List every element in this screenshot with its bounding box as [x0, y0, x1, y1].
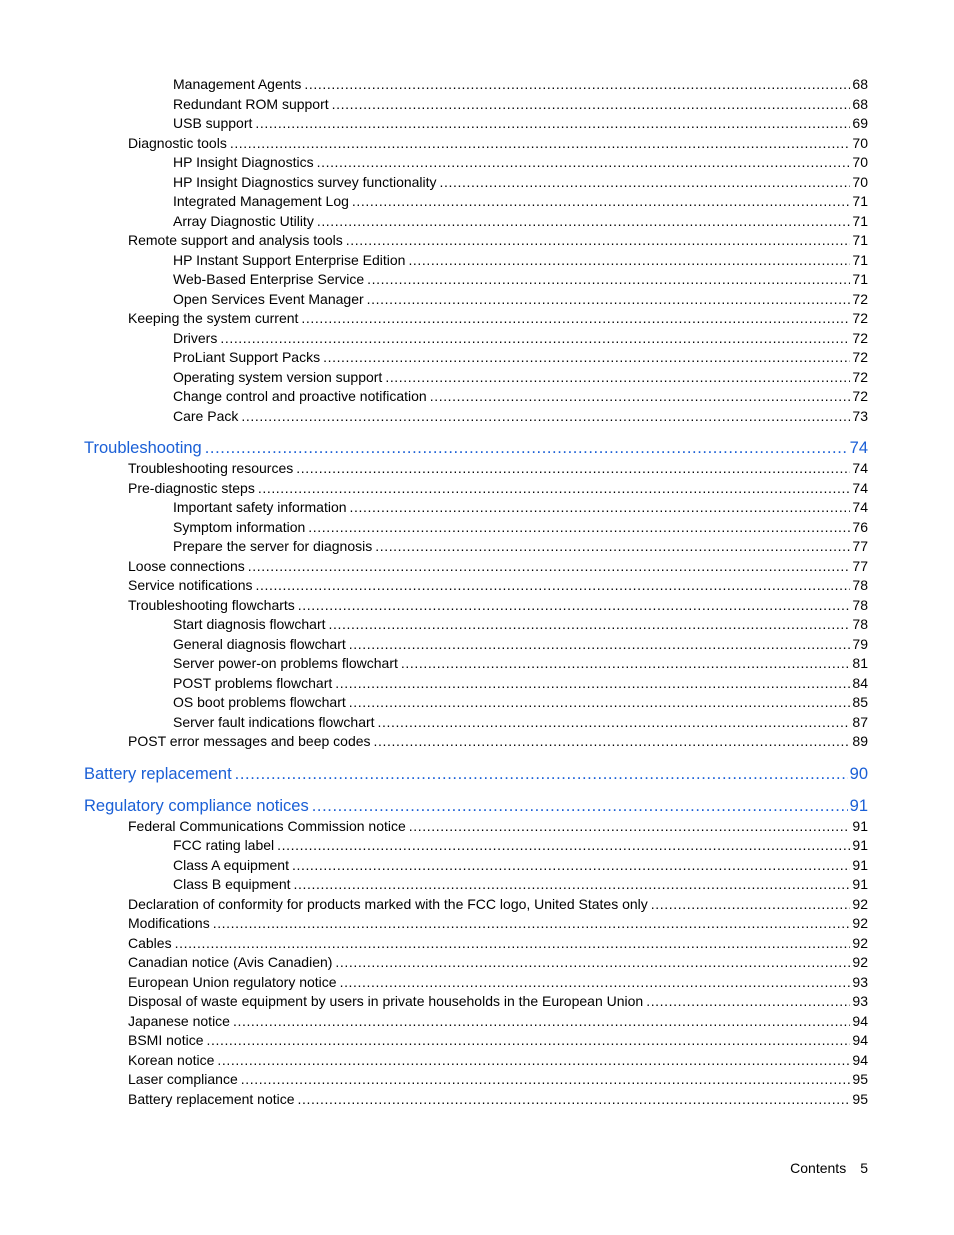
toc-entry-title: Redundant ROM support — [173, 95, 329, 112]
toc-entry[interactable] — [128, 134, 868, 153]
toc-entry-title: Keeping the system current — [128, 310, 299, 326]
toc-entry-page: 95 — [852, 1090, 868, 1107]
toc-dot-leader — [304, 75, 850, 94]
toc-entry[interactable] — [128, 1051, 868, 1070]
toc-entry-title: Battery replacement — [84, 764, 232, 783]
toc-dot-leader — [294, 875, 851, 894]
toc-dot-leader — [409, 817, 851, 836]
toc-entry[interactable] — [128, 1031, 868, 1050]
toc-entry[interactable] — [173, 836, 868, 855]
toc-entry-title: USB support — [173, 115, 253, 131]
toc-entry-title: European Union regulatory notice — [128, 973, 337, 990]
toc-entry[interactable] — [128, 479, 868, 498]
toc-entry-title: Korean notice — [128, 1051, 215, 1068]
toc-entry-page: 92 — [852, 934, 868, 951]
toc-entry-page: 68 — [852, 76, 868, 92]
toc-entry-page: 94 — [852, 1051, 868, 1068]
toc-entry[interactable] — [173, 368, 868, 387]
toc-entry-title: Troubleshooting resources — [128, 460, 294, 476]
toc-entry-title: Class A equipment — [173, 856, 289, 873]
toc-dot-leader — [213, 914, 851, 933]
toc-entry-title: FCC rating label — [173, 837, 275, 853]
toc-entry-title: Modifications — [128, 915, 210, 931]
toc-chapter-entry[interactable] — [84, 795, 868, 817]
toc-dot-leader — [367, 290, 851, 309]
toc-entry[interactable] — [128, 596, 868, 615]
toc-entry-title: Pre-diagnostic steps — [128, 479, 255, 496]
toc-entry-page: 85 — [852, 694, 868, 710]
toc-dot-leader — [385, 368, 850, 387]
toc-entry-page: 71 — [852, 212, 868, 229]
toc-entry[interactable] — [128, 1090, 868, 1109]
toc-dot-leader — [298, 1090, 851, 1109]
toc-dot-leader — [335, 674, 850, 693]
toc-entry-page: 77 — [852, 557, 868, 574]
toc-entry-page: 90 — [849, 764, 868, 783]
toc-entry-title: Canadian notice (Avis Canadien) — [128, 954, 333, 970]
toc-entry-title: Federal Communications Commission notice — [128, 817, 406, 834]
toc-entry-title: Start diagnosis flowchart — [173, 616, 326, 632]
toc-entry[interactable] — [173, 192, 868, 211]
toc-dot-leader — [349, 635, 851, 654]
toc-entry-page: 72 — [852, 310, 868, 326]
toc-entry-title: Japanese notice — [128, 1012, 230, 1029]
toc-dot-leader — [346, 231, 851, 250]
toc-entry-title: BSMI notice — [128, 1032, 204, 1048]
toc-entry-title: HP Instant Support Enterprise Edition — [173, 251, 406, 268]
toc-entry[interactable] — [173, 713, 868, 732]
toc-entry-page: 95 — [852, 1071, 868, 1087]
toc-entry-title: Server power-on problems flowchart — [173, 655, 398, 671]
toc-entry-title: Drivers — [173, 329, 218, 346]
toc-dot-leader — [301, 309, 850, 328]
toc-dot-leader — [317, 212, 851, 231]
toc-entry-title: Laser compliance — [128, 1071, 238, 1087]
toc-entry-title: Array Diagnostic Utility — [173, 212, 314, 229]
toc-entry[interactable] — [128, 557, 868, 576]
toc-entry-page: 91 — [852, 856, 868, 873]
toc-entry-page: 71 — [852, 271, 868, 287]
toc-entry-page: 78 — [852, 577, 868, 593]
toc-dot-leader — [317, 153, 851, 172]
toc-dot-leader — [374, 732, 851, 751]
toc-entry[interactable] — [173, 856, 868, 875]
toc-dot-leader — [651, 895, 851, 914]
toc-entry[interactable] — [173, 537, 868, 556]
toc-chapter-entry[interactable] — [84, 763, 868, 785]
toc-entry-title: HP Insight Diagnostics survey functionality — [173, 173, 437, 190]
toc-entry-title: Care Pack — [173, 407, 239, 424]
toc-dot-leader — [646, 992, 850, 1011]
toc-entry[interactable] — [128, 459, 868, 478]
toc-entry-title: Prepare the server for diagnosis — [173, 538, 373, 554]
toc-entry-page: 92 — [852, 915, 868, 931]
toc-entry-page: 91 — [852, 876, 868, 892]
toc-dot-leader — [349, 693, 851, 712]
toc-entry-title: POST error messages and beep codes — [128, 733, 371, 749]
toc-dot-leader — [233, 1012, 850, 1031]
toc-dot-leader — [255, 114, 850, 133]
toc-dot-leader — [329, 615, 851, 634]
toc-dot-leader — [308, 518, 850, 537]
toc-dot-leader — [352, 192, 851, 211]
toc-entry[interactable] — [173, 498, 868, 517]
toc-entry[interactable] — [173, 518, 868, 537]
toc-entry-title: Troubleshooting flowcharts — [128, 596, 295, 613]
toc-entry-title: Operating system version support — [173, 368, 383, 385]
toc-dot-leader — [175, 934, 851, 953]
toc-entry-title: Remote support and analysis tools — [128, 232, 343, 248]
toc-entry-page: 74 — [849, 439, 868, 457]
toc-entry-title: POST problems flowchart — [173, 674, 333, 691]
toc-entry[interactable] — [128, 934, 868, 953]
toc-entry-page: 69 — [852, 115, 868, 131]
toc-entry[interactable] — [128, 973, 868, 992]
toc-entry-page: 91 — [852, 817, 868, 834]
toc-entry[interactable] — [173, 693, 868, 712]
toc-entry[interactable] — [173, 329, 868, 348]
toc-dot-leader — [335, 953, 850, 972]
toc-entry-page: 91 — [852, 837, 868, 853]
toc-entry-page: 72 — [852, 290, 868, 307]
toc-entry[interactable] — [128, 914, 868, 933]
toc-entry[interactable] — [128, 231, 868, 250]
toc-entry-page: 72 — [852, 388, 868, 404]
toc-entry[interactable] — [173, 212, 868, 231]
toc-entry-title: Management Agents — [173, 76, 302, 92]
toc-dot-leader — [258, 479, 851, 498]
toc-dot-leader — [323, 348, 850, 367]
toc-dot-leader — [401, 654, 851, 673]
toc-entry[interactable] — [128, 732, 868, 751]
toc-entry[interactable] — [173, 95, 868, 114]
toc-entry-page: 87 — [852, 713, 868, 730]
toc-entry-page: 70 — [852, 134, 868, 151]
toc-entry-page: 78 — [852, 616, 868, 632]
toc-entry-title: Regulatory compliance notices — [84, 796, 309, 815]
toc-entry-title: OS boot problems flowchart — [173, 694, 346, 710]
page-footer — [790, 1159, 868, 1177]
toc-dot-leader — [430, 387, 851, 406]
footer-section-label: Contents — [790, 1160, 847, 1176]
toc-dot-leader — [298, 596, 851, 615]
toc-entry[interactable] — [173, 875, 868, 894]
toc-entry-page: 89 — [852, 733, 868, 749]
toc-dot-leader — [277, 836, 850, 855]
toc-entry-title: Web-Based Enterprise Service — [173, 271, 365, 287]
toc-entry[interactable] — [128, 1012, 868, 1031]
toc-entry[interactable] — [173, 173, 868, 192]
toc-entry-title: Server fault indications flowchart — [173, 713, 375, 730]
toc-dot-leader — [378, 713, 851, 732]
toc-entry-page: 72 — [852, 329, 868, 346]
toc-chapter-entry[interactable] — [84, 437, 868, 459]
toc-dot-leader — [332, 95, 851, 114]
toc-entry[interactable] — [173, 635, 868, 654]
toc-dot-leader — [220, 329, 850, 348]
toc-entry-title: Battery replacement notice — [128, 1090, 295, 1107]
toc-entry-title: Service notifications — [128, 577, 253, 593]
toc-entry-page: 70 — [852, 154, 868, 170]
toc-entry-page: 92 — [852, 954, 868, 970]
toc-entry-page: 92 — [852, 895, 868, 912]
toc-entry[interactable] — [173, 270, 868, 289]
toc-entry[interactable] — [128, 576, 868, 595]
toc-dot-leader — [408, 251, 850, 270]
toc-entry-page: 93 — [852, 973, 868, 990]
toc-entry-page: 71 — [852, 232, 868, 248]
toc-entry[interactable] — [173, 674, 868, 693]
toc-entry[interactable] — [128, 895, 868, 914]
toc-entry-title: HP Insight Diagnostics — [173, 154, 314, 170]
toc-entry[interactable] — [173, 153, 868, 172]
toc-entry[interactable] — [128, 953, 868, 972]
toc-dot-leader — [206, 1031, 850, 1050]
toc-entry[interactable] — [173, 290, 868, 309]
toc-entry[interactable] — [128, 1070, 868, 1089]
toc-dot-leader — [350, 498, 851, 517]
toc-entry-page: 74 — [852, 460, 868, 476]
toc-dot-leader — [256, 576, 851, 595]
toc-entry-title: Diagnostic tools — [128, 134, 227, 151]
toc-dot-leader — [440, 173, 851, 192]
toc-dot-leader — [230, 134, 851, 153]
toc-entry-page: 73 — [852, 407, 868, 424]
toc-entry[interactable] — [128, 309, 868, 328]
toc-entry-page: 78 — [852, 596, 868, 613]
toc-dot-leader — [312, 795, 848, 817]
toc-dot-leader — [217, 1051, 850, 1070]
toc-dot-leader — [241, 1070, 851, 1089]
toc-entry[interactable] — [173, 654, 868, 673]
toc-dot-leader — [292, 856, 850, 875]
toc-entry-page: 72 — [852, 349, 868, 365]
toc-dot-leader — [367, 270, 850, 289]
toc-entry[interactable] — [128, 992, 868, 1011]
toc-entry-title: ProLiant Support Packs — [173, 349, 321, 365]
toc-entry-title: Symptom information — [173, 518, 306, 535]
toc-entry[interactable] — [128, 817, 868, 836]
footer-page-number: 5 — [860, 1160, 868, 1176]
toc-entry-page: 79 — [852, 635, 868, 652]
toc-entry-title: Important safety information — [173, 499, 347, 515]
toc-dot-leader — [248, 557, 851, 576]
toc-entry-page: 68 — [852, 95, 868, 112]
toc-entry[interactable] — [173, 615, 868, 634]
toc-entry-title: Disposal of waste equipment by users in private households in the European Union — [128, 993, 644, 1009]
toc-entry-page: 71 — [852, 251, 868, 268]
toc-entry-title: Integrated Management Log — [173, 193, 349, 209]
toc-entry-page: 76 — [852, 518, 868, 535]
toc-entry-page: 94 — [852, 1032, 868, 1048]
toc-entry-page: 74 — [852, 499, 868, 515]
toc-entry[interactable] — [173, 407, 868, 426]
toc-dot-leader — [375, 537, 850, 556]
toc-entry-page: 71 — [852, 193, 868, 209]
toc-entry-page: 77 — [852, 538, 868, 554]
toc-entry-title: Loose connections — [128, 557, 245, 574]
toc-entry-title: General diagnosis flowchart — [173, 635, 346, 652]
toc-dot-leader — [235, 763, 848, 785]
toc-entry-title: Change control and proactive notification — [173, 388, 427, 404]
toc-dot-leader — [241, 407, 850, 426]
toc-entry-page: 72 — [852, 368, 868, 385]
toc-entry-page: 91 — [849, 796, 868, 815]
toc-entry-title: Cables — [128, 934, 172, 951]
toc-entry-page: 70 — [852, 173, 868, 190]
toc-entry[interactable] — [173, 387, 868, 406]
toc-entry[interactable] — [173, 114, 868, 133]
toc-entry[interactable] — [173, 348, 868, 367]
toc-entry[interactable] — [173, 251, 868, 270]
toc-dot-leader — [296, 459, 850, 478]
toc-dot-leader — [340, 973, 851, 992]
toc-entry-page: 74 — [852, 479, 868, 496]
toc-entry-page: 93 — [852, 993, 868, 1009]
toc-entry[interactable] — [173, 75, 868, 94]
toc-entry-title: Declaration of conformity for products marked with the FCC logo, United States only — [128, 895, 648, 912]
toc-entry-title: Open Services Event Manager — [173, 290, 364, 307]
toc-entry-title: Troubleshooting — [84, 439, 202, 457]
toc-entry-title: Class B equipment — [173, 876, 291, 892]
toc-dot-leader — [205, 437, 848, 459]
toc-entry-page: 84 — [852, 674, 868, 691]
toc-entry-page: 81 — [852, 655, 868, 671]
toc-entry-page: 94 — [852, 1012, 868, 1029]
